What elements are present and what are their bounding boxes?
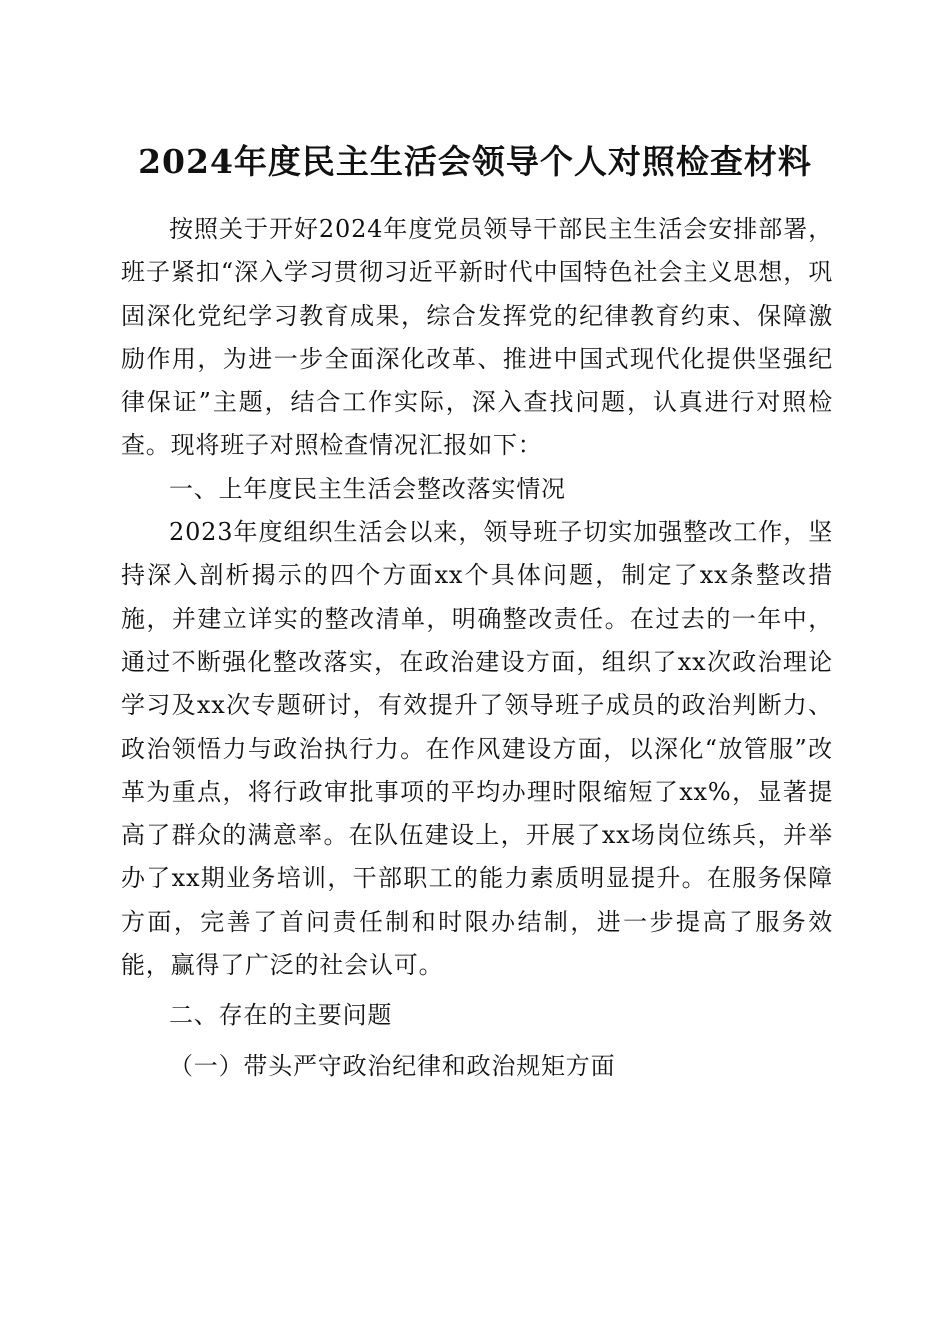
section-1-heading: 一、上年度民主生活会整改落实情况	[169, 474, 566, 503]
intro-paragraph: 按照关于开好2024年度党员领导干部民主生活会安排部署，班子紧扣“深入学习贯彻习近平新时代中国特色社会主义思想，巩固深化党纪学习教育成果，综合发挥党的纪律教育约束、保障激励作用，为进一步全面深化改革、推进中国式现代化提供坚强纪律保证”主题，结合工作实际，深入查找问题，认真进行对照检查。现将班子对照检查情况汇报如下：	[121, 215, 833, 460]
document-title: 2024年度民主生活会领导个人对照检查材料	[138, 142, 812, 181]
section-spacer	[121, 987, 833, 994]
subsection-spacer	[121, 1038, 833, 1045]
section-1-paragraph: 2023年度组织生活会以来，领导班子切实加强整改工作，坚持深入剖析揭示的四个方面xx个具体问题，制定了xx条整改措施，并建立详实的整改清单，明确整改责任。在过去的一年中，通过不断强化整改落实，在政治建设方面，组织了xx次政治理论学习及xx次专题研讨，有效提升了领导班子成员的政治判断力、政治领悟力与政治执行力。在作风建设方面，以深化“放管服”改革为重点，将行政审批事项的平均办理时限缩短了xx%，显著提高了群众的满意率。在队伍建设上，开展了xx场岗位练兵，并举办了xx期业务培训，干部职工的能力素质明显提升。在服务保障方面，完善了首问责任制和时限办结制，进一步提高了服务效能，赢得了广泛的社会认可。	[121, 518, 833, 980]
section-2-heading: 二、存在的主要问题	[169, 1001, 393, 1030]
section-2-subheading: （一）带头严守政治纪律和政治规矩方面	[169, 1051, 616, 1080]
document-body	[121, 208, 833, 1088]
